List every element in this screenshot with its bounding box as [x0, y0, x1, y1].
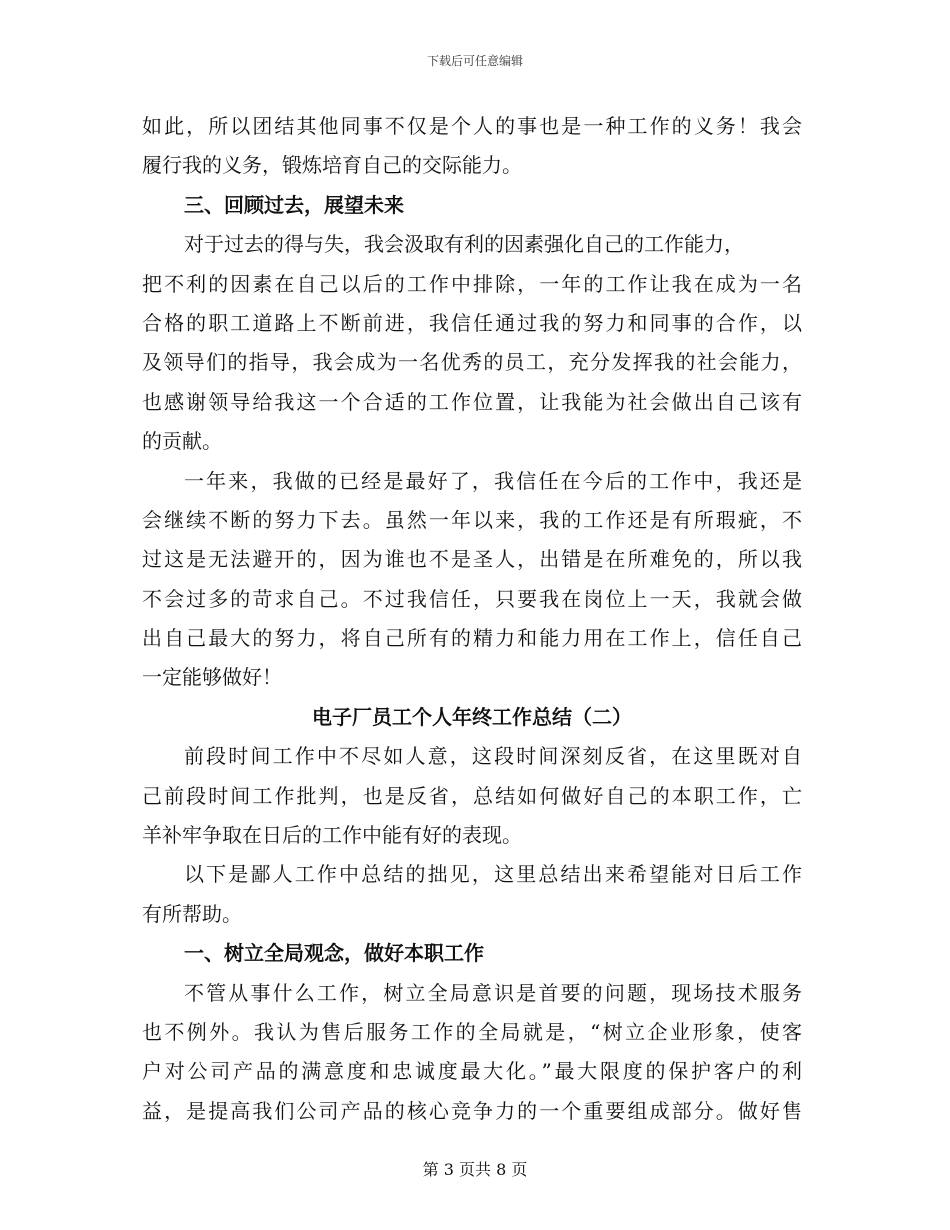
text-line: 履行我的义务，锻炼培育自己的交际能力。 [142, 153, 522, 178]
page-footer: 第 3 页共 8 页 [422, 1160, 528, 1179]
text-line: 益，是提高我们公司产品的核心竞争力的一个重要组成部分。做好售 [142, 1098, 802, 1123]
section-heading: 一、树立全局观念，做好本职工作 [184, 941, 484, 966]
text-line: 及领导们的指导，我会成为一名优秀的员工，充分发挥我的社会能力， [142, 350, 802, 375]
text-line: 以下是鄙人工作中总结的拙见，这里总结出来希望能对日后工作 [184, 862, 802, 887]
document-title: 电子厂员工个人年终工作总结（二） [312, 704, 632, 729]
text-line: 羊补牢争取在日后的工作中能有好的表现。 [142, 823, 522, 848]
text-line: 不会过多的苛求自己。不过我信任，只要我在岗位上一天，我就会做 [142, 586, 802, 611]
text-line: 如此，所以团结其他同事不仅是个人的事也是一种工作的义务！我会 [142, 114, 802, 138]
text-line: 过这是无法避开的，因为谁也不是圣人，出错是在所难免的，所以我 [142, 547, 802, 572]
text-line: 一定能够做好！ [142, 665, 282, 690]
text-line: 合格的职工道路上不断前进，我信任通过我的努力和同事的合作，以 [142, 310, 802, 335]
text-line: 己前段时间工作批判，也是反省，总结如何做好自己的本职工作，亡 [142, 783, 802, 808]
text-line: 会继续不断的努力下去。虽然一年以来，我的工作还是有所瑕疵，不 [142, 507, 802, 532]
section-heading: 三、回顾过去，展望未来 [184, 192, 404, 217]
text-line: 的贡献。 [142, 429, 222, 454]
text-line: 一年来，我做的已经是最好了，我信任在今后的工作中，我还是 [184, 468, 802, 493]
text-line: 也不例外。我认为售后服务工作的全局就是，“树立企业形象，使客 [142, 1019, 802, 1044]
document-body [142, 107, 802, 1131]
text-line: 前段时间工作中不尽如人意，这段时间深刻反省，在这里既对自 [184, 744, 802, 769]
page-header: 下载后可任意编辑 [426, 54, 523, 68]
text-line: 户对公司产品的满意度和忠诚度最大化。”最大限度的保护客户的利 [142, 1059, 802, 1084]
text-line: 有所帮助。 [142, 901, 242, 926]
text-line: 也感谢领导给我这一个合适的工作位置，让我能为社会做出自己该有 [142, 389, 802, 414]
text-line: 把不利的因素在自己以后的工作中排除，一年的工作让我在成为一名 [142, 271, 802, 296]
text-line: 对于过去的得与失，我会汲取有利的因素强化自己的工作能力， [184, 232, 744, 257]
text-line: 出自己最大的努力，将自己所有的精力和能力用在工作上，信任自己 [142, 626, 802, 651]
text-line: 不管从事什么工作，树立全局意识是首要的问题，现场技术服务 [184, 980, 802, 1005]
